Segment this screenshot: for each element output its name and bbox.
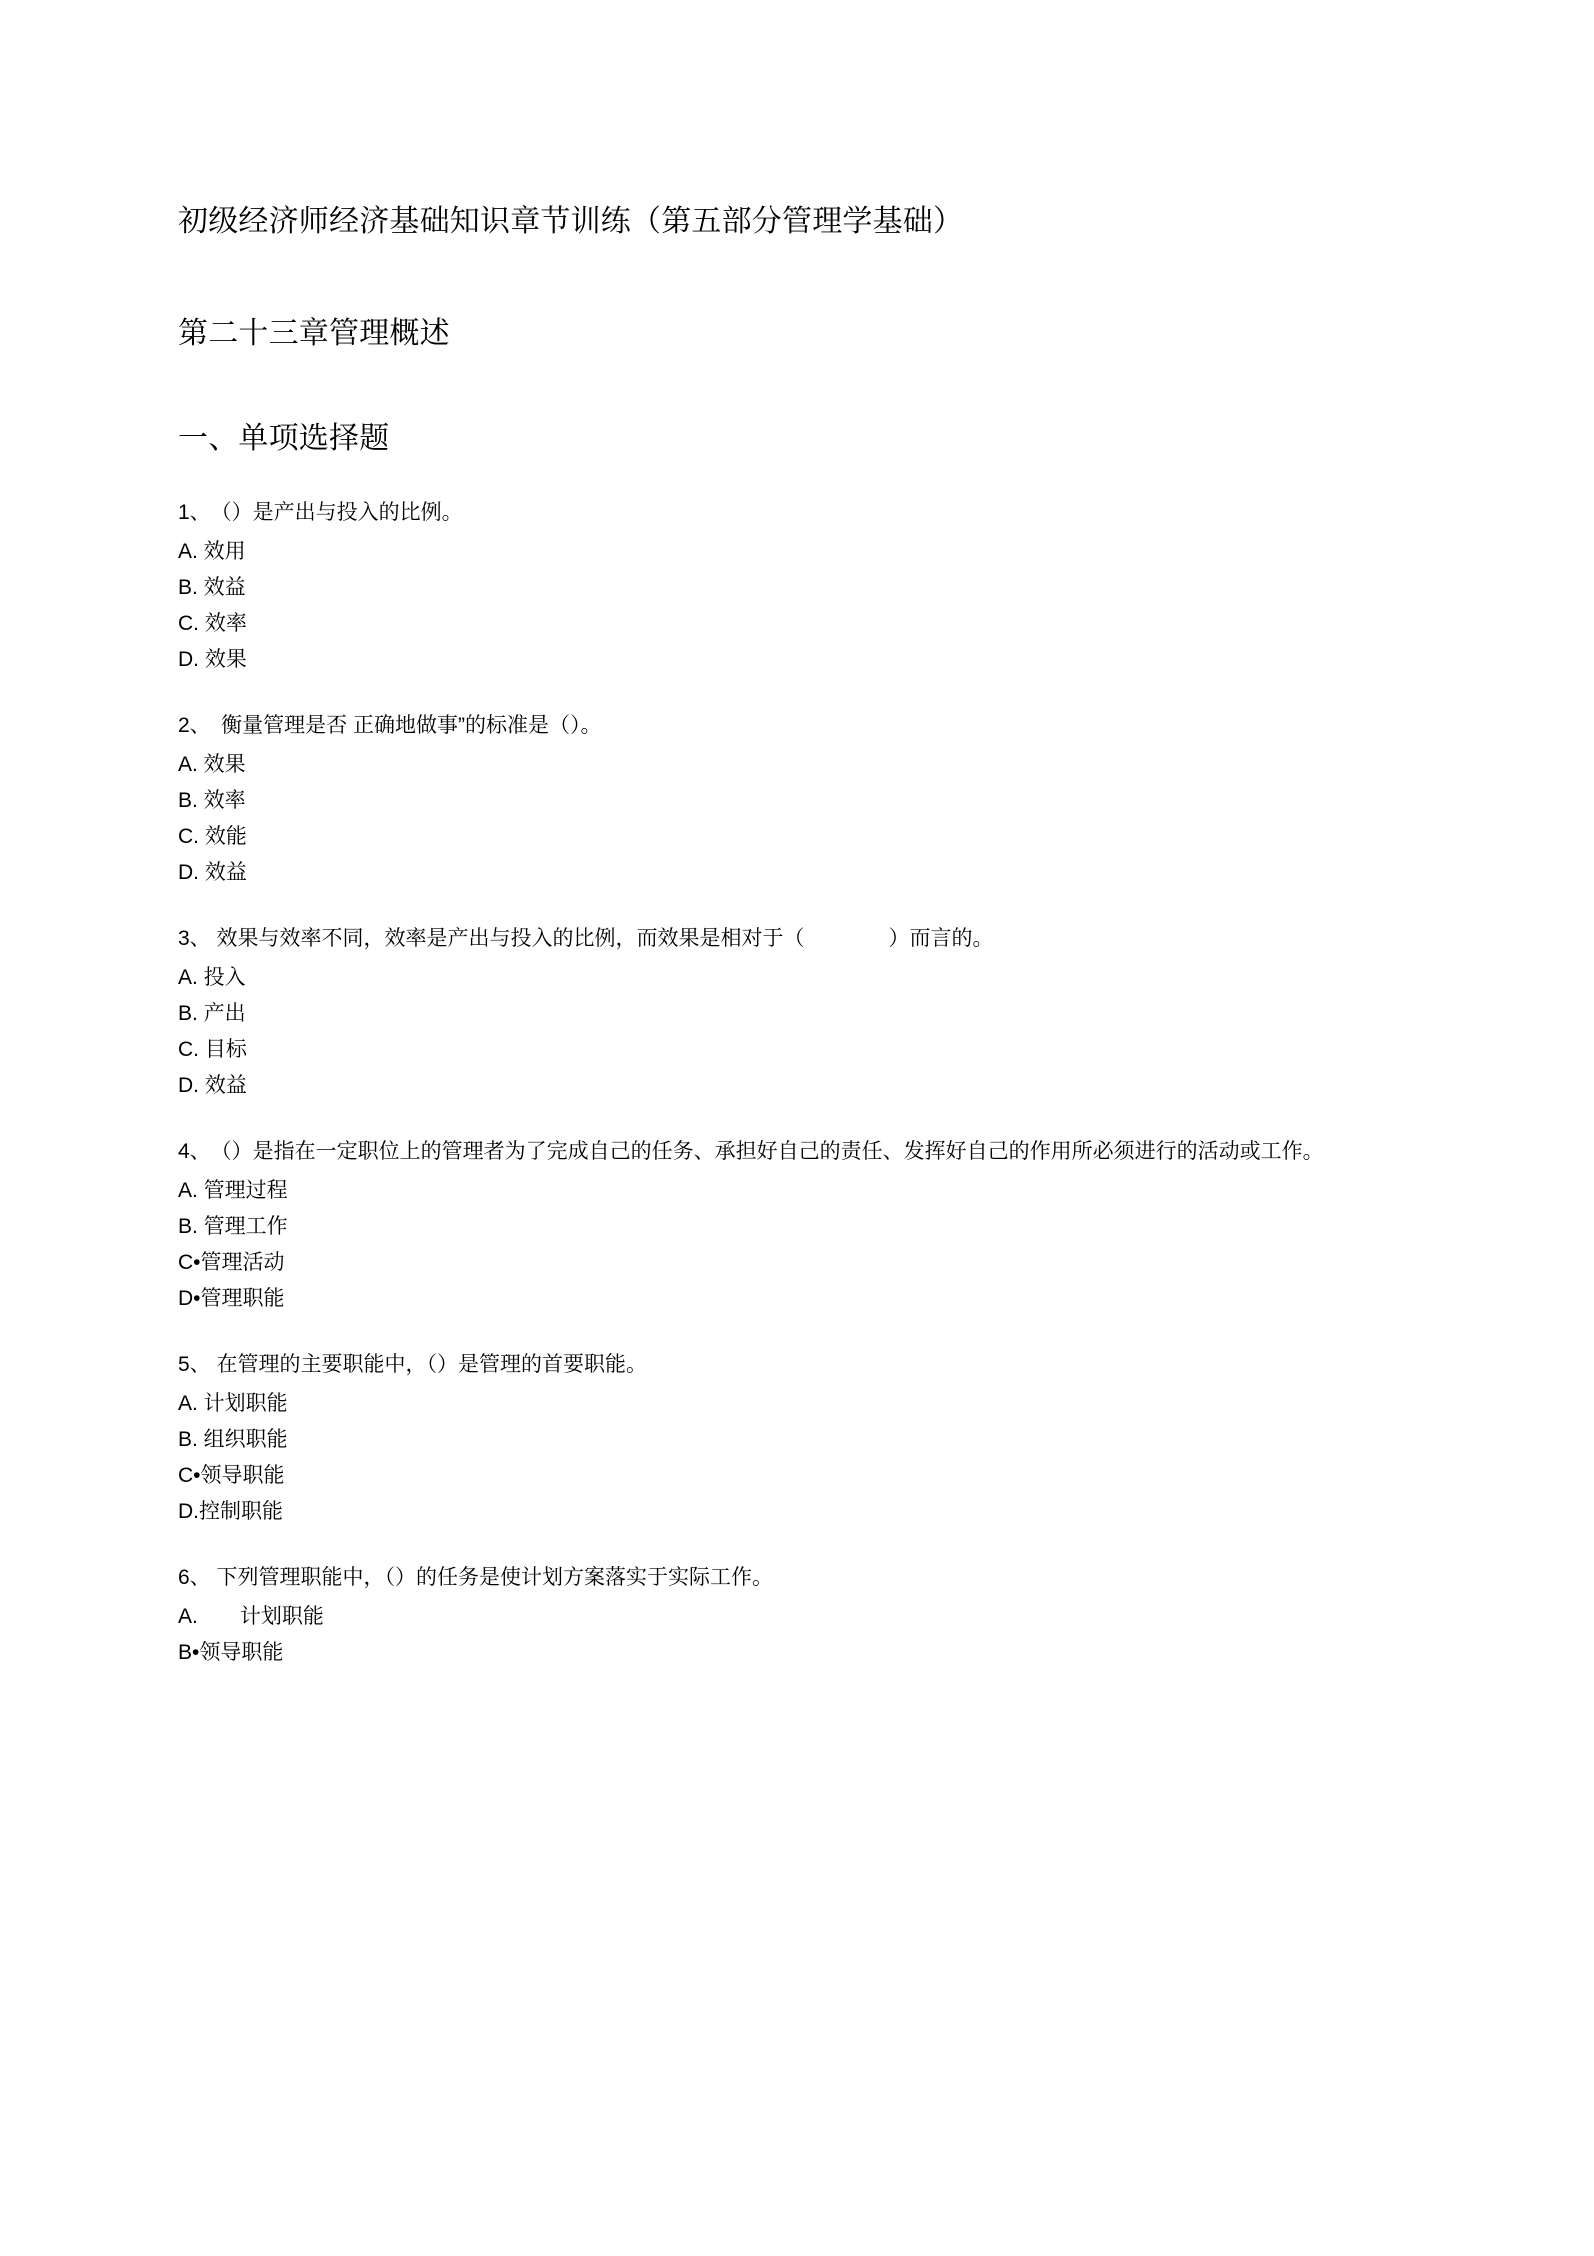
option-list [178,1385,1428,1529]
option-c[interactable]: C•管理活动 [178,1250,285,1274]
option-c[interactable]: C•领导职能 [178,1463,285,1487]
option-a[interactable]: A. 管理过程 [178,1178,288,1202]
chapter-heading: 第二十三章管理概述 [178,317,450,350]
section-heading-single-choice: 一、单项选择题 [178,422,390,455]
option-a[interactable]: A. 效果 [178,752,246,776]
option-d[interactable]: D.控制职能 [178,1499,283,1523]
question-stem: 6、 下列管理职能中，（）的任务是使计划方案落实于实际工作。 [178,1566,774,1589]
option-a[interactable]: A. 计划职能 [178,1391,288,1415]
option-b[interactable]: B. 组织职能 [178,1427,288,1451]
question-stem: 3、 效果与效率不同，效率是产出与投入的比例，而效果是相对于（ ）而言的。 [178,927,994,950]
option-a[interactable]: A. 投入 [178,965,246,989]
question-stem: 2、 衡量管理是否 正确地做事”的标准是（）。 [178,714,602,737]
page-content [178,0,1428,1670]
question-item [178,1135,1428,1316]
option-b[interactable]: B•领导职能 [178,1640,284,1664]
option-d[interactable]: D. 效益 [178,1073,247,1097]
question-stem: 5、 在管理的主要职能中，（）是管理的首要职能。 [178,1353,648,1376]
option-c[interactable]: C. 效率 [178,611,247,635]
question-item [178,496,1428,677]
option-b[interactable]: B. 效益 [178,575,246,599]
option-d[interactable]: D•管理职能 [178,1286,285,1310]
question-stem: 1、 （）是产出与投入的比例。 [178,501,463,524]
option-b[interactable]: B. 管理工作 [178,1214,288,1238]
question-item [178,1561,1428,1670]
option-c[interactable]: C. 效能 [178,824,247,848]
option-list [178,1598,1428,1670]
question-item [178,1348,1428,1529]
option-list [178,746,1428,890]
document-title: 初级经济师经济基础知识章节训练（第五部分管理学基础） [178,205,964,238]
option-b[interactable]: B. 效率 [178,788,246,812]
option-a[interactable]: A. 计划职能 [178,1604,324,1628]
option-c[interactable]: C. 目标 [178,1037,247,1061]
option-list [178,959,1428,1103]
question-item [178,922,1428,1103]
question-stem: 4、 （）是指在一定职位上的管理者为了完成自己的任务、承担好自己的责任、发挥好自己的作用所必须进行的活动或工作。 [178,1140,1324,1163]
option-b[interactable]: B. 产出 [178,1001,246,1025]
option-list [178,533,1428,677]
option-a[interactable]: A. 效用 [178,539,246,563]
option-d[interactable]: D. 效果 [178,647,247,671]
option-list [178,1172,1428,1316]
option-d[interactable]: D. 效益 [178,860,247,884]
question-item [178,709,1428,890]
